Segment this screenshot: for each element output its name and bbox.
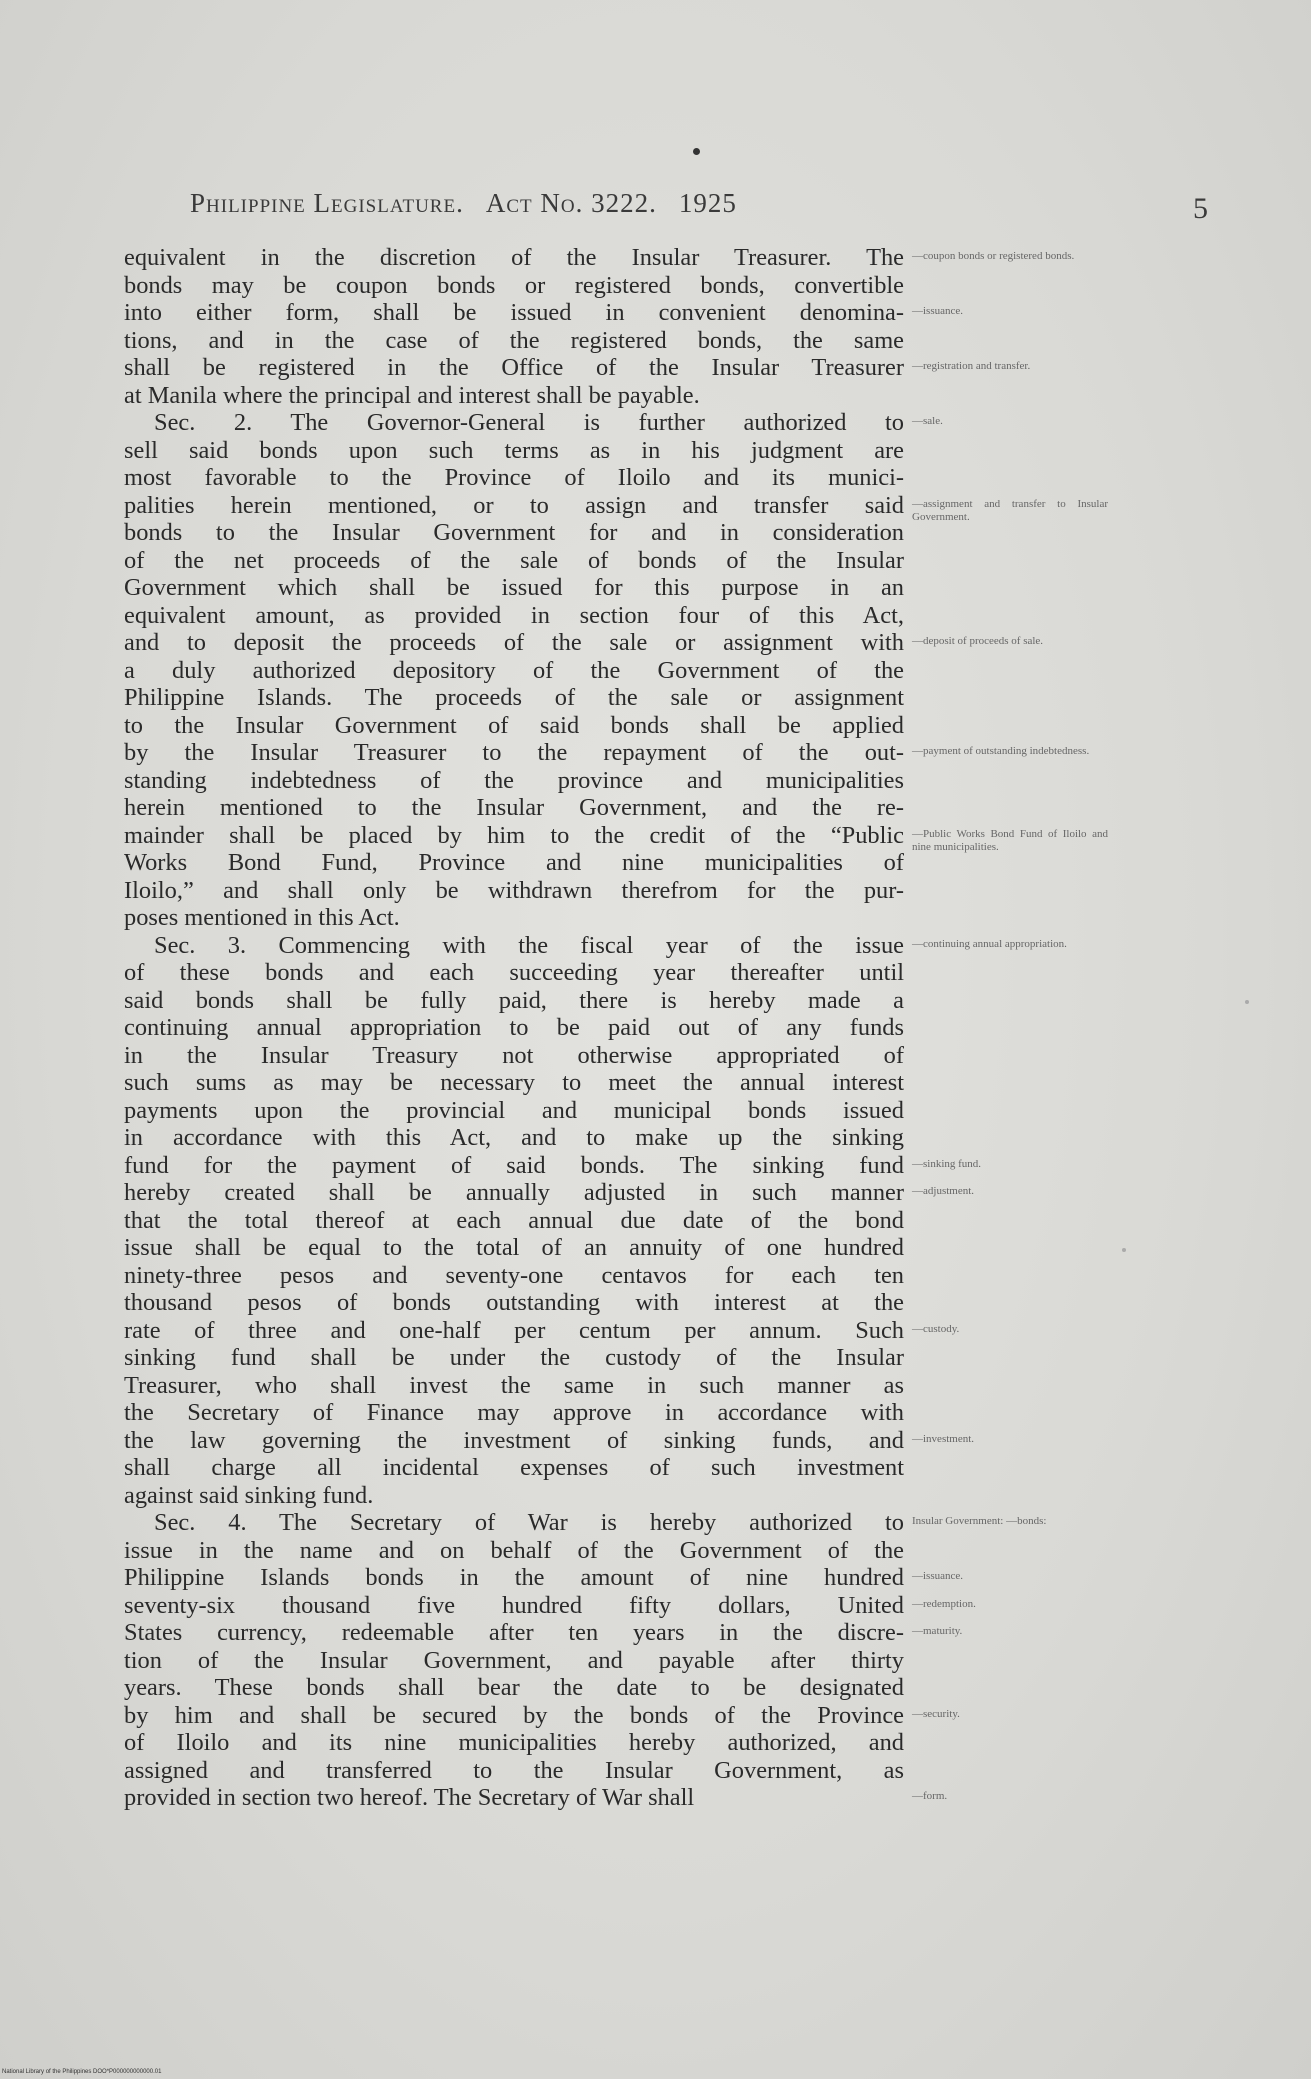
ink-dot <box>693 148 700 155</box>
body-line: and to deposit the proceeds of the sale or assignment with <box>124 629 904 656</box>
body-line: poses mentioned in this Act. <box>124 904 400 931</box>
margin-note: —maturity. <box>912 1625 963 1637</box>
body-line: sinking fund shall be under the custody of the Insular <box>124 1344 904 1371</box>
body-line: hereby created shall be annually adjusted in such manner <box>124 1179 904 1206</box>
body-line: of these bonds and each succeeding year thereafter until <box>124 959 904 986</box>
margin-note: —security. <box>912 1707 960 1720</box>
body-line: shall be registered in the Office of the Insular Treasurer <box>124 354 904 381</box>
body-line: by him and shall be secured by the bonds of the Province <box>124 1701 904 1729</box>
margin-note: —payment of outstanding indebtedness. <box>912 745 1090 757</box>
margin-note: —investment. <box>912 1432 975 1445</box>
body-line: issue shall be equal to the total of an annuity of one hundred <box>124 1234 904 1261</box>
body-line: issue in the name and on behalf of the Government of the <box>124 1536 904 1564</box>
body-line: years. These bonds shall bear the date to be designated <box>124 1674 904 1701</box>
margin-note: —custody. <box>912 1322 960 1335</box>
body-line: bonds may be coupon bonds or registered bonds, convertible <box>124 271 904 299</box>
body-line: standing indebtedness of the province and municipalities <box>124 766 904 794</box>
body-line: provided in section two hereof. The Secretary of War shall <box>124 1784 695 1811</box>
body-line: ninety-three pesos and seventy-one centavos for each ten <box>124 1261 904 1289</box>
body-line: said bonds shall be fully paid, there is hereby made a <box>124 986 904 1014</box>
body-line: to the Insular Government of said bonds shall be applied <box>124 711 904 739</box>
body-line: seventy-six thousand five hundred fifty dollars, United <box>124 1591 904 1619</box>
body-line: payments upon the provincial and municipal bonds issued <box>124 1096 904 1124</box>
margin-note: —Public Works Bond Fund of Iloilo and nine municipalities. <box>912 827 1108 853</box>
body-line: Philippine Islands bonds in the amount of nine hundred <box>124 1564 904 1591</box>
body-line: Sec. 4. The Secretary of War is hereby authorized to <box>154 1509 904 1536</box>
margin-note: —registration and transfer. <box>912 360 1031 372</box>
body-line: fund for the payment of said bonds. The sinking fund <box>124 1151 904 1179</box>
margin-note: —sale. <box>912 415 943 427</box>
margin-note: —redemption. <box>912 1597 976 1610</box>
body-text <box>124 244 904 1812</box>
footer-credit: National Library of the Philippines DOO*P000000000000.01 <box>2 2069 162 2075</box>
body-line: rate of three and one-half per centum per annum. Such <box>124 1316 904 1344</box>
header-title: Philippine Legislature. <box>190 188 464 218</box>
margin-note: —adjustment. <box>912 1185 975 1197</box>
body-line: equivalent in the discretion of the Insular Treasurer. The <box>124 244 904 271</box>
body-line: herein mentioned to the Insular Government, and the re- <box>124 794 904 821</box>
body-line: that the total thereof at each annual due date of the bond <box>124 1206 904 1234</box>
body-line: at Manila where the principal and interest shall be payable. <box>124 381 700 409</box>
body-line: thousand pesos of bonds outstanding with interest at the <box>124 1289 904 1316</box>
body-line: of the net proceeds of the sale of bonds of the Insular <box>124 546 904 574</box>
body-line: in accordance with this Act, and to make up the sinking <box>124 1124 904 1151</box>
body-line: most favorable to the Province of Iloilo and its munici- <box>124 464 904 491</box>
body-line: tion of the Insular Government, and payable after thirty <box>124 1646 904 1674</box>
body-line: sell said bonds upon such terms as in his judgment are <box>124 436 904 464</box>
paper-speck <box>1245 1000 1249 1004</box>
body-line: the Secretary of Finance may approve in accordance with <box>124 1399 904 1426</box>
margin-note: Insular Government: —bonds: <box>912 1515 1047 1527</box>
body-line: the law governing the investment of sinking funds, and <box>124 1426 904 1454</box>
margin-note: —issuance. <box>912 305 964 317</box>
body-line: Works Bond Fund, Province and nine municipalities of <box>124 849 904 876</box>
margin-note: —assignment and transfer to Insular Government. <box>912 497 1108 523</box>
body-line: mainder shall be placed by him to the credit of the “Public <box>124 821 904 849</box>
margin-note: —coupon bonds or registered bonds. <box>912 250 1075 262</box>
body-line: equivalent amount, as provided in section four of this Act, <box>124 601 904 629</box>
body-line: a duly authorized depository of the Government of the <box>124 656 904 684</box>
margin-note: —continuing annual appropriation. <box>912 937 1067 950</box>
margin-note: —deposit of proceeds of sale. <box>912 635 1044 647</box>
margin-note: —sinking fund. <box>912 1157 982 1170</box>
body-line: Philippine Islands. The proceeds of the sale or assignment <box>124 684 904 711</box>
body-line: continuing annual appropriation to be paid out of any funds <box>124 1014 904 1041</box>
paper-speck <box>1122 1248 1126 1252</box>
body-line: such sums as may be necessary to meet the annual interest <box>124 1069 904 1096</box>
header-act: Act No. 3222. <box>485 188 657 218</box>
body-line: Sec. 3. Commencing with the fiscal year of the issue <box>154 931 904 959</box>
body-line: Government which shall be issued for this purpose in an <box>124 574 904 601</box>
header-year: 1925 <box>678 188 737 218</box>
body-line: into either form, shall be issued in convenient denomina- <box>124 299 904 326</box>
body-line: Treasurer, who shall invest the same in such manner as <box>124 1371 904 1399</box>
body-line: shall charge all incidental expenses of such investment <box>124 1454 904 1481</box>
body-line: by the Insular Treasurer to the repayment of the out- <box>124 739 904 766</box>
body-line: Sec. 2. The Governor-General is further authorized to <box>154 409 904 436</box>
body-line: against said sinking fund. <box>124 1481 374 1509</box>
body-line: tions, and in the case of the registered bonds, the same <box>124 326 904 354</box>
body-line: assigned and transferred to the Insular Government, as <box>124 1756 904 1784</box>
body-line: palities herein mentioned, or to assign and transfer said <box>124 491 904 519</box>
body-line: in the Insular Treasury not otherwise appropriated of <box>124 1041 904 1069</box>
body-line: bonds to the Insular Government for and in consideration <box>124 519 904 546</box>
body-line: of Iloilo and its nine municipalities hereby authorized, and <box>124 1729 904 1756</box>
body-line: Iloilo,” and shall only be withdrawn therefrom for the pur- <box>124 876 904 904</box>
page-number: 5 <box>1193 192 1208 225</box>
margin-note: —issuance. <box>912 1570 964 1582</box>
running-header <box>190 188 737 219</box>
body-line: States currency, redeemable after ten years in the discre- <box>124 1619 904 1646</box>
margin-note: —form. <box>912 1790 948 1802</box>
